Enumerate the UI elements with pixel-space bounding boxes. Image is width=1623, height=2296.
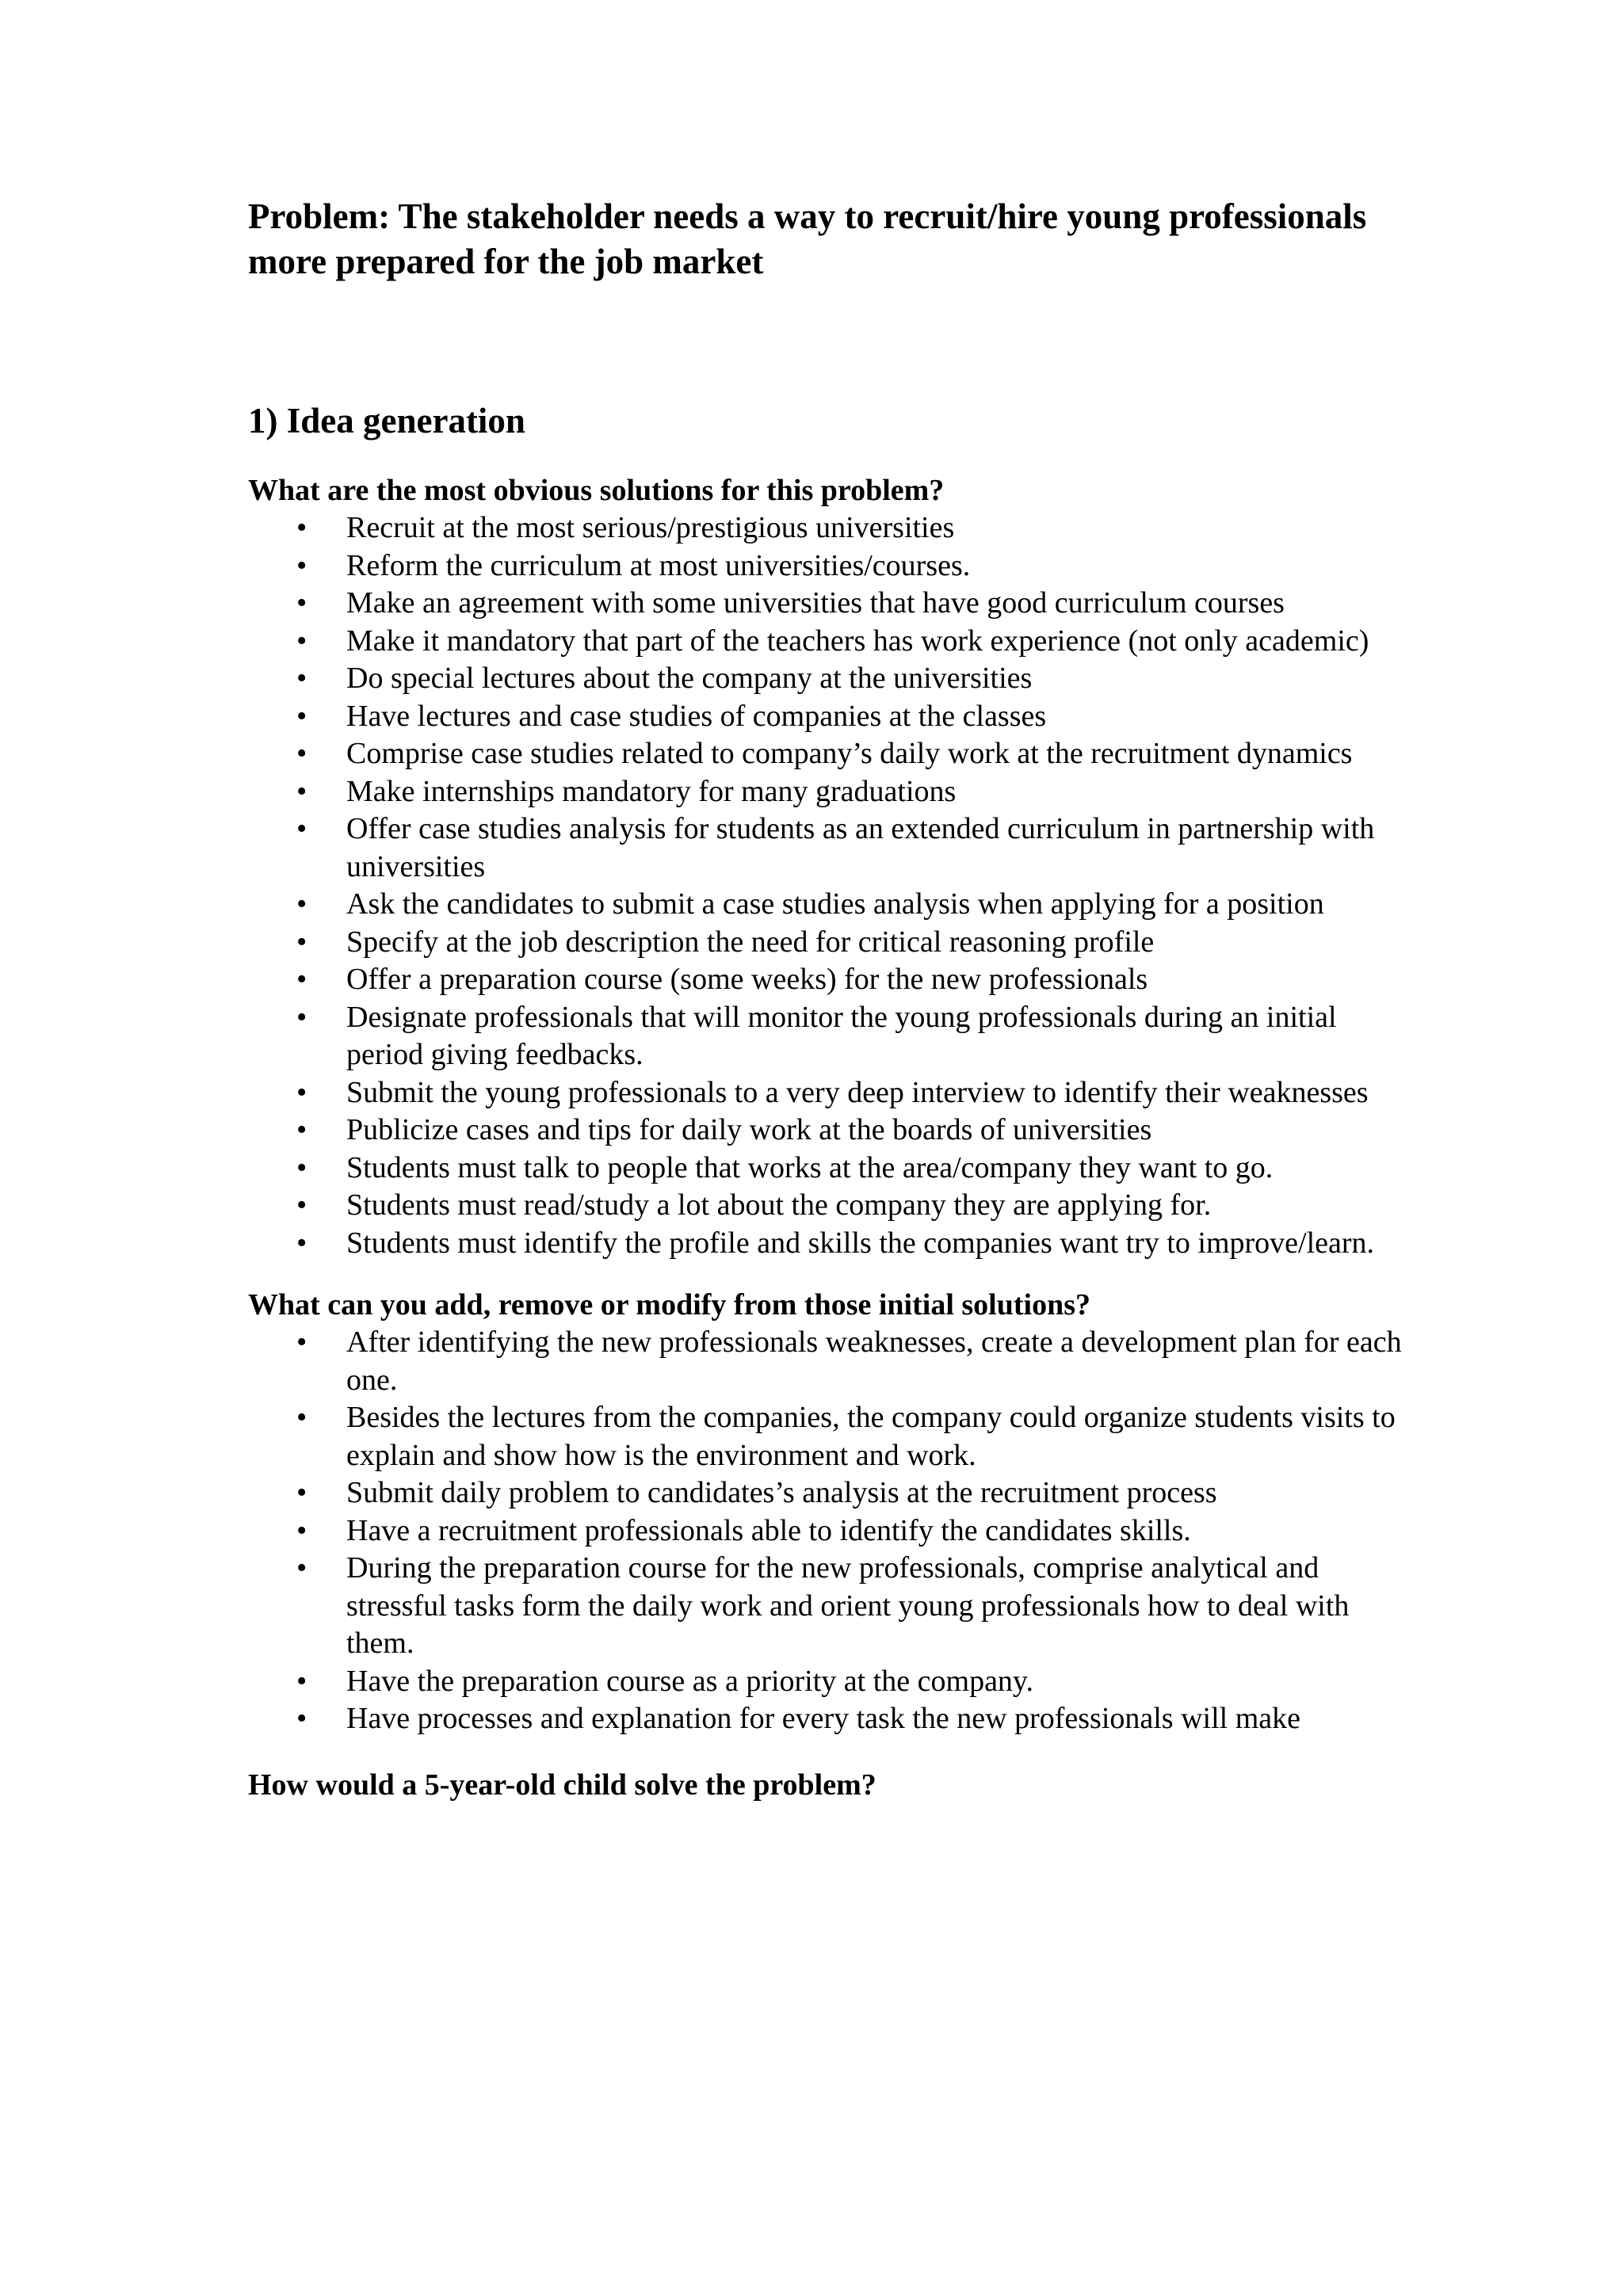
list-item-text: During the preparation course for the new professionals, comprise analytical and stressful tasks form the daily work and orient young professionals how to deal with them. [346,1551,1350,1660]
list-item-text: Make internships mandatory for many graduations [346,774,957,808]
list-item-text: Recruit at the most serious/prestigious universities [346,511,955,544]
list-item [248,1399,1421,1474]
list-item [248,1225,1421,1263]
list-item [248,1474,1421,1512]
question-add-remove-modify: What can you add, remove or modify from those initial solutions? [248,1288,1090,1322]
list-item [248,924,1421,962]
list-item-text: Have the preparation course as a priority at the company. [346,1664,1033,1698]
list-item-text: Comprise case studies related to company’s daily work at the recruitment dynamics [346,737,1353,770]
list-item-text: Reform the curriculum at most universities/courses. [346,548,971,582]
bullet-icon: • [296,774,307,808]
list-item [248,547,1421,585]
bullet-icon: • [296,1664,307,1698]
bullet-icon: • [296,1226,307,1260]
bullet-icon: • [296,624,307,658]
list-item [248,1700,1421,1738]
list-item-text: Submit daily problem to candidates’s analysis at the recruitment process [346,1476,1217,1509]
list-item-text: Make an agreement with some universities that have good curriculum courses [346,586,1285,620]
bullet-icon: • [296,1188,307,1222]
question-obvious-solutions: What are the most obvious solutions for this problem? [248,474,945,507]
bullet-icon: • [296,1551,307,1585]
list-item [248,773,1421,811]
list-item-text: Students must identify the profile and skills the companies want try to improve/learn. [346,1226,1375,1260]
list-item [248,660,1421,698]
bullet-icon: • [296,1113,307,1146]
list-item [248,1074,1421,1112]
problem-statement: Problem: The stakeholder needs a way to recruit/hire young professionals more prepared for the job market [248,196,1367,281]
list-item-text: Offer a preparation course (some weeks) for the new professionals [346,963,1148,996]
bullet-icon: • [296,699,307,733]
document-content [248,194,1421,1804]
list-item-text: Besides the lectures from the companies, the company could organize students visits to explain and show how is the environment and work. [346,1401,1396,1472]
list-item-text: Students must read/study a lot about the company they are applying for. [346,1188,1212,1222]
list-item [248,735,1421,773]
list-item [248,810,1421,886]
list-item-text: Make it mandatory that part of the teachers has work experience (not only academic) [346,624,1369,658]
list-item [248,585,1421,623]
obvious-solutions-list [248,509,1421,1262]
bullet-icon: • [296,887,307,921]
list-item [248,1663,1421,1701]
list-item-text: Publicize cases and tips for daily work at the boards of universities [346,1113,1152,1146]
bullet-icon: • [296,963,307,996]
bullet-icon: • [296,925,307,959]
list-item [248,1550,1421,1663]
list-item-text: Ask the candidates to submit a case studies analysis when applying for a position [346,887,1324,921]
list-item-text: Offer case studies analysis for students as an extended curriculum in partnership with universities [346,812,1375,883]
list-item [248,999,1421,1074]
list-item [248,1512,1421,1550]
bullet-icon: • [296,1401,307,1434]
bullet-icon: • [296,812,307,845]
list-item-text: Submit the young professionals to a very deep interview to identify their weaknesses [346,1075,1369,1109]
bullet-icon: • [296,1150,307,1184]
list-item-text: Students must talk to people that works at the area/company they want to go. [346,1150,1274,1184]
bullet-icon: • [296,1075,307,1109]
list-item-text: Have a recruitment professionals able to identify the candidates skills. [346,1513,1191,1547]
list-item [248,1150,1421,1188]
question-child-solution: How would a 5-year-old child solve the problem? [248,1768,876,1802]
list-item-text: After identifying the new professionals weaknesses, create a development plan for each one. [346,1325,1402,1397]
section-title-idea-generation: 1) Idea generation [248,401,525,441]
list-item [248,1112,1421,1150]
list-item [248,961,1421,999]
bullet-icon: • [296,1702,307,1735]
bullet-icon: • [296,737,307,770]
bullet-icon: • [296,1325,307,1359]
list-item-text: Have processes and explanation for every task the new professionals will make [346,1702,1300,1735]
list-item [248,886,1421,924]
bullet-icon: • [296,1000,307,1034]
list-item [248,509,1421,547]
bullet-icon: • [296,1513,307,1547]
bullet-icon: • [296,586,307,620]
list-item [248,698,1421,736]
list-item [248,1187,1421,1225]
bullet-icon: • [296,548,307,582]
list-item-text: Have lectures and case studies of companies at the classes [346,699,1047,733]
bullet-icon: • [296,511,307,544]
list-item [248,623,1421,661]
list-item-text: Designate professionals that will monitor the young professionals during an initial period giving feedbacks. [346,1000,1337,1071]
bullet-icon: • [296,1476,307,1509]
modifications-list [248,1324,1421,1738]
bullet-icon: • [296,662,307,695]
list-item [248,1324,1421,1399]
list-item-text: Specify at the job description the need for critical reasoning profile [346,925,1155,959]
list-item-text: Do special lectures about the company at the universities [346,662,1033,695]
